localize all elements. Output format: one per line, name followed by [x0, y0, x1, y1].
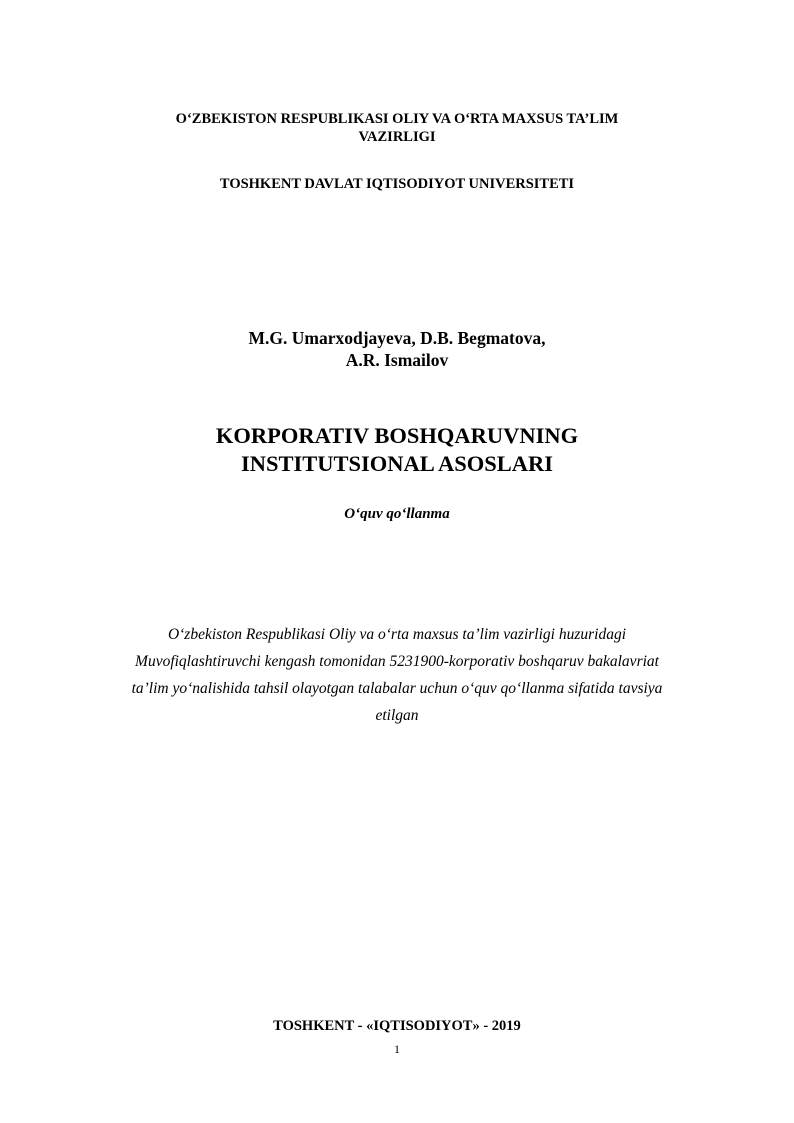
page-number-text: 1: [394, 1042, 400, 1056]
authors: [0, 327, 794, 371]
recommendation-line-4: etilgan: [375, 707, 419, 724]
book-subtitle: [0, 505, 794, 523]
book-title-line-1: KORPORATIV BOSHQARUVNING: [215, 423, 579, 448]
authors-line-2: A.R. Ismailov: [345, 350, 449, 370]
ministry-heading: [97, 110, 697, 146]
university-name: TOSHKENT DAVLAT IQTISODIYOT UNIVERSITETI: [219, 176, 575, 192]
book-title-line-2: INSTITUTSIONAL ASOSLARI: [240, 451, 553, 476]
imprint-text: TOSHKENT - «IQTISODIYOT» - 2019: [273, 1018, 521, 1034]
ministry-line-2: VAZIRLIGI: [358, 129, 436, 145]
university-heading: [0, 175, 794, 193]
book-title: [0, 422, 794, 478]
recommendation-line-1: O‘zbekiston Respublikasi Oliy va o‘rta maxsus ta’lim vazirligi huzuridagi: [167, 626, 627, 643]
authors-line-1: M.G. Umarxodjayeva, D.B. Begmatova,: [248, 328, 546, 348]
book-type: O‘quv qo‘llanma: [344, 506, 450, 522]
ministry-line-1: O‘ZBEKISTON RESPUBLIKASI OLIY VA O‘RTA MAXSUS TA’LIM: [175, 111, 619, 127]
recommendation-note: [72, 621, 722, 729]
imprint: [0, 1017, 794, 1035]
recommendation-line-2: Muvofiqlashtiruvchi kengash tomonidan 5231900-korporativ boshqaruv bakalavriat: [135, 653, 659, 670]
recommendation-line-3: ta’lim yo‘nalishida tahsil olayotgan talabalar uchun o‘quv qo‘llanma sifatida tavsiya: [131, 680, 663, 697]
page-number: [0, 1042, 794, 1056]
